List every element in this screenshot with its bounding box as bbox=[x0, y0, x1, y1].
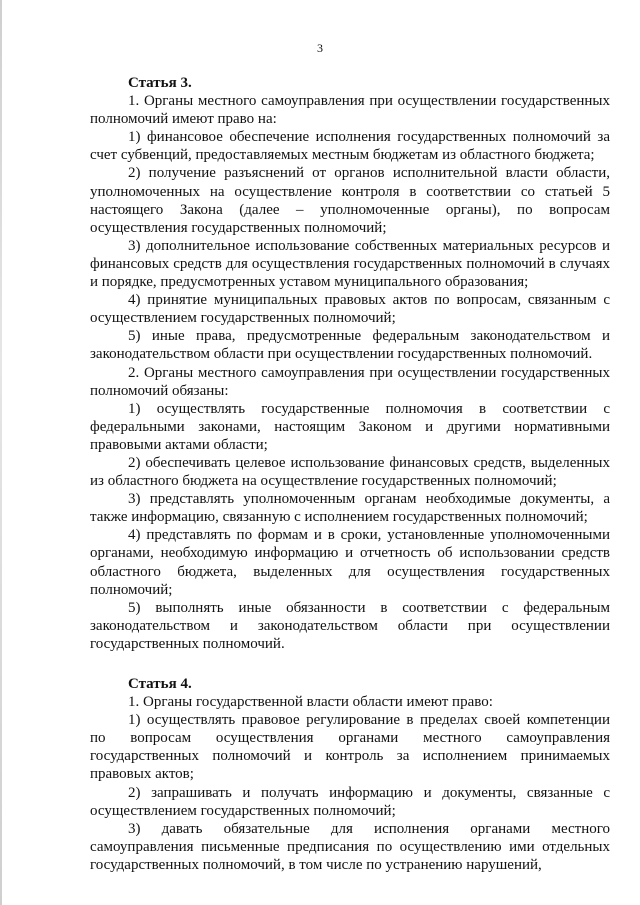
article-3-paragraph: 1) финансовое обеспечение исполнения государственных полномочий за счет субвенций, предоставляемых местным бюджетам из областного бюджета; bbox=[90, 129, 610, 164]
article-3-paragraph: 2) обеспечивать целевое использование финансовых средств, выделенных из областного бюджета на осуществление государственных полномочий; bbox=[90, 454, 610, 490]
article-3-paragraph: 1) осуществлять государственные полномочия в соответствии с федеральными законами, настоящим Законом и другими нормативными правовыми актами области; bbox=[90, 400, 610, 453]
article-4-paragraph: 2) запрашивать и получать информацию и документы, связанные с осуществлением государственных полномочий; bbox=[90, 784, 610, 819]
article-3-paragraph: 2) получение разъяснений от органов исполнительной власти области, уполномоченных на осуществление контроля в соответствии со статьей 5 настоящего Закона (далее – уполномоченные органы), по вопросам осуществления государственных полномочий; bbox=[90, 165, 610, 236]
article-3-paragraph: 1. Органы местного самоуправления при осуществлении государственных полномочий имеют право на: bbox=[90, 93, 610, 128]
article-4-paragraph: 1. Органы государственной власти области имеют право: bbox=[128, 694, 493, 711]
article-3-paragraph: 4) представлять по формам и в сроки, установленные уполномоченными органами, необходимую информацию и отчетность об использовании средств областного бюджета, выделенных для осуществления государственных полномочий; bbox=[90, 527, 610, 598]
article-3-title: Статья 3. bbox=[128, 75, 192, 91]
article-3-paragraph: 3) дополнительное использование собственных материальных ресурсов и финансовых средств для осуществления государственных полномочий в случаях и порядке, предусмотренных уставом муниципального образования; bbox=[90, 237, 610, 291]
scan-edge bbox=[0, 0, 2, 905]
article-3-paragraph: 5) иные права, предусмотренные федеральным законодательством и законодательством области при осуществлении государственных полномочий. bbox=[90, 328, 610, 363]
article-3-paragraph: 5) выполнять иные обязанности в соответствии с федеральным законодательством и законодательством области при осуществлении государственных полномочий. bbox=[90, 599, 610, 652]
article-4-paragraph: 1) осуществлять правовое регулирование в пределах своей компетенции по вопросам осуществления органами местного самоуправления государственных полномочий и контроль за исполнением принимаемых правовых актов; bbox=[90, 712, 610, 783]
article-4-paragraph: 3) давать обязательные для исполнения органами местного самоуправления письменные предписания по осуществлению ими отдельных государственных полномочий, в том числе по устранению нарушений, bbox=[90, 820, 610, 873]
article-4-title: Статья 4. bbox=[128, 676, 192, 692]
article-3-paragraph: 3) представлять уполномоченным органам необходимые документы, а также информацию, связанную с исполнением государственных полномочий; bbox=[90, 491, 610, 526]
document-body bbox=[90, 68, 610, 874]
article-3-paragraph: 4) принятие муниципальных правовых актов по вопросам, связанным с осуществлением государственных полномочий; bbox=[90, 292, 610, 327]
page-number: 3 bbox=[317, 41, 323, 55]
article-3-paragraph: 2. Органы местного самоуправления при осуществлении государственных полномочий обязаны: bbox=[90, 364, 610, 399]
